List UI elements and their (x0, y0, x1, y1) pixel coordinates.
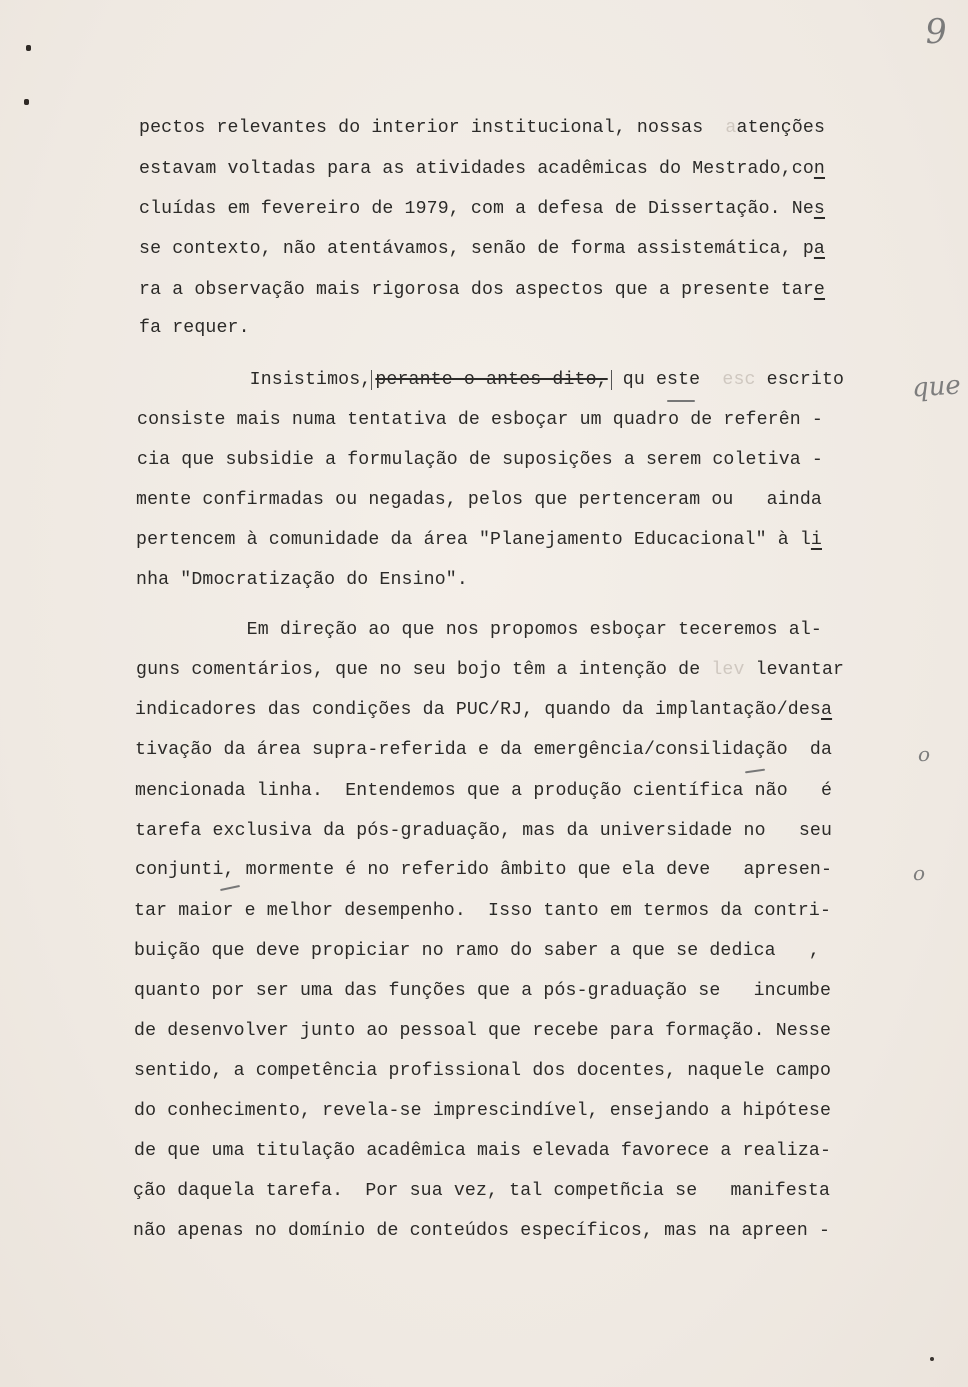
text-segment: escrito (755, 370, 845, 390)
text-line (134, 1101, 831, 1121)
text-line (139, 118, 825, 138)
hyphenation-underline: a (821, 700, 833, 720)
faint-erased-text: lev (711, 660, 745, 680)
text-line (136, 490, 822, 510)
text-segment: não apenas no domínio de conteúdos específicos, mas na apreen - (133, 1221, 831, 1241)
text-segment: tarefa exclusiva da pós-graduação, mas da universidade no seu (135, 821, 833, 841)
text-segment: pectos relevantes do interior institucional, nossas (139, 118, 726, 138)
text-segment: indicadores das condições da PUC/RJ, quando da implantação/des (135, 700, 821, 720)
text-line (136, 620, 822, 640)
text-segment: guns comentários, que no seu bojo têm a intenção de (136, 660, 712, 680)
text-line (136, 570, 468, 590)
text-line (134, 941, 820, 961)
punch-hole-mark (24, 99, 29, 105)
faint-erased-text: a (725, 118, 737, 138)
text-segment: mente confirmadas ou negadas, pelos que pertenceram ou ainda (136, 490, 822, 510)
text-line (139, 280, 825, 300)
text-segment: pertencem à comunidade da área "Planejamento Educacional" à l (136, 530, 811, 550)
hyphenation-underline: n (813, 159, 825, 179)
text-segment: qu este (611, 370, 723, 390)
text-line (139, 239, 825, 259)
punch-hole-mark (26, 45, 31, 51)
text-segment: mencionada linha. Entendemos que a produção científica não é (135, 781, 833, 801)
text-segment: buição que deve propiciar no ramo do saber a que se dedica , (134, 941, 820, 961)
text-segment: fa requer. (139, 318, 250, 338)
text-line (134, 1141, 831, 1161)
hyphenation-underline: i (810, 530, 822, 550)
text-line (135, 700, 832, 720)
text-segment: tar maior e melhor desempenho. Isso tanto em termos da contri- (134, 901, 832, 921)
margin-correction-o: o (913, 861, 926, 885)
text-line (137, 410, 823, 430)
text-segment: quanto por ser uma das funções que a pós-graduação se incumbe (134, 981, 832, 1001)
text-line (139, 199, 825, 219)
struck-text: perante o antes dito, (375, 370, 608, 390)
correction-mark (220, 885, 240, 891)
hyphenation-underline: e (813, 280, 825, 300)
text-segment: sentido, a competência profissional dos docentes, naquele campo (134, 1061, 832, 1081)
text-line (136, 660, 844, 680)
correction-mark (745, 769, 765, 773)
text-segment: de que uma titulação acadêmica mais elevada favorece a realiza- (134, 1141, 832, 1161)
text-line (135, 821, 832, 841)
hyphenation-underline: s (813, 199, 825, 219)
text-segment: do conhecimento, revela-se imprescindível, ensejando a hipótese (134, 1101, 832, 1121)
bracketed-deletion (371, 370, 611, 390)
text-segment: nha "Dmocratização do Ensino". (136, 570, 468, 590)
text-line (133, 1181, 830, 1201)
text-segment: Insistimos, (139, 370, 372, 390)
text-line (139, 159, 825, 179)
margin-correction-que: que (911, 370, 962, 404)
text-line (135, 740, 832, 760)
text-line (139, 370, 844, 390)
text-segment: cia que subsidie a formulação de suposições a serem coletiva - (137, 450, 823, 470)
margin-correction-o: o (918, 742, 931, 766)
text-line (134, 981, 831, 1001)
text-line (135, 781, 832, 801)
text-segment: tivação da área supra-referida e da emergência/consilidação da (135, 740, 833, 760)
text-segment: consiste mais numa tentativa de esboçar um quadro de referên - (137, 410, 823, 430)
ink-dot (930, 1357, 934, 1361)
text-segment: atenções (736, 118, 826, 138)
text-segment: conjunti, mormente é no referido âmbito que ela deve apresen- (135, 860, 833, 880)
text-line (136, 530, 822, 550)
text-line (135, 860, 832, 880)
hyphenation-underline: a (813, 239, 825, 259)
text-segment: estavam voltadas para as atividades acadêmicas do Mestrado,co (139, 159, 814, 179)
correction-mark (667, 400, 695, 402)
page-number: 9 (922, 12, 950, 52)
text-line (137, 450, 823, 470)
text-segment: ra a observação mais rigorosa dos aspectos que a presente tar (139, 280, 814, 300)
text-segment: cluídas em fevereiro de 1979, com a defesa de Dissertação. Ne (139, 199, 814, 219)
text-line (134, 1061, 831, 1081)
text-segment: ção daquela tarefa. Por sua vez, tal competñcia se manifesta (133, 1181, 831, 1201)
text-segment: de desenvolver junto ao pessoal que recebe para formação. Nesse (134, 1021, 832, 1041)
text-segment: Em direção ao que nos propomos esboçar teceremos al- (136, 620, 822, 640)
text-line (139, 318, 250, 338)
text-segment: levantar (744, 660, 845, 680)
text-line (134, 901, 831, 921)
text-line (134, 1021, 831, 1041)
text-line (133, 1221, 830, 1241)
text-segment: se contexto, não atentávamos, senão de forma assistemática, p (139, 239, 814, 259)
faint-erased-text: esc (722, 370, 756, 390)
